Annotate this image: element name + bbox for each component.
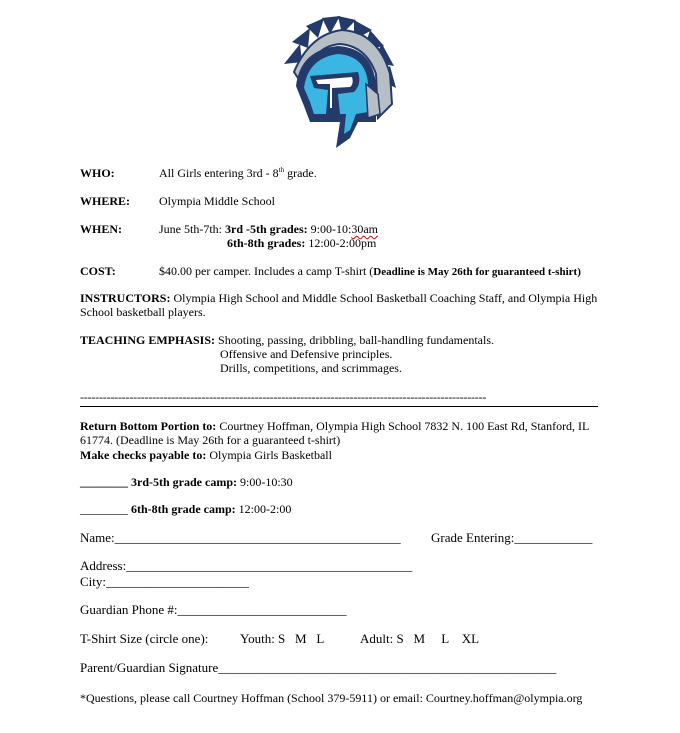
camp-option-2[interactable]	[80, 502, 291, 517]
address-field[interactable]: Address:____________________________________________	[80, 558, 413, 573]
solid-line	[80, 406, 598, 407]
cost-deadline: Deadline is May 26th for guaranteed t-shirt	[373, 266, 578, 278]
teaching-item-2: Offensive and Defensive principles.	[220, 347, 393, 361]
cost-label: COST:	[80, 264, 116, 278]
teaching-item-1: Shooting, passing, dribbling, ball-handling fundamentals.	[215, 333, 495, 347]
who-value-post: grade.	[284, 166, 317, 180]
when-time-1b: 30am	[351, 222, 379, 236]
when-grade-2: 6th-8th grades:	[227, 236, 306, 250]
camp-2-time: 12:00-2:00	[235, 502, 292, 516]
instructors-paragraph	[80, 291, 600, 319]
when-grade-1: 3rd -5th grades:	[225, 222, 308, 236]
signature-field[interactable]: Parent/Guardian Signature____________________________________________________	[80, 660, 557, 675]
grade-entering-field[interactable]: Grade Entering:____________	[431, 530, 593, 545]
return-value: Courtney Hoffman, Olympia High School 7832 N. 100 East Rd, Stanford, IL 61774. (Deadline is May 26th for a guaranteed t-shirt)	[80, 419, 589, 447]
camp-2-blank[interactable]: ________	[80, 502, 128, 516]
when-time-1a: 9:00-10:	[307, 222, 352, 236]
teaching-label: TEACHING EMPHASIS:	[80, 333, 216, 347]
checks-value: Olympia Girls Basketball	[206, 448, 332, 462]
when-label: WHEN:	[80, 222, 122, 236]
when-time-2: 12:00-2:00pm	[305, 236, 377, 250]
city-field[interactable]: City:______________________	[80, 574, 250, 589]
name-field[interactable]: Name:____________________________________________	[80, 530, 401, 545]
dashed-line: -----------------------------------------------------------------------------------------------------------	[80, 390, 487, 404]
who-label: WHO:	[80, 166, 115, 180]
tshirt-size-label: T-Shirt Size (circle one):	[80, 631, 209, 646]
cut-line-divider	[80, 390, 598, 407]
teaching-item-3: Drills, competitions, and scrimmages.	[220, 361, 402, 375]
youth-sizes[interactable]: Youth: S M L	[240, 631, 325, 646]
cost-close: )	[577, 266, 581, 278]
spartan-logo	[280, 14, 398, 148]
when-line-2	[227, 236, 376, 251]
checks-label: Make checks payable to:	[80, 448, 207, 462]
instructors-label: INSTRUCTORS:	[80, 291, 171, 305]
camp-2-label: 6th-8th grade camp:	[128, 502, 236, 516]
who-value-text: All Girls entering 3rd - 8	[159, 166, 279, 180]
adult-sizes[interactable]: Adult: S M L XL	[360, 631, 480, 646]
instructors-value: Olympia High School and Middle School Basketball Coaching Staff, and Olympia High School basketball players.	[80, 291, 598, 319]
camp-1-label: 3rd-5th grade camp:	[128, 475, 237, 489]
return-paragraph	[80, 419, 600, 447]
where-value: Olympia Middle School	[159, 194, 275, 208]
camp-option-1[interactable]	[80, 475, 293, 490]
footer-questions: *Questions, please call Courtney Hoffman (School 379-5911) or email: Courtney.hoffman@olympia.org	[80, 691, 583, 705]
guardian-phone-field[interactable]: Guardian Phone #:__________________________	[80, 602, 347, 617]
teaching-line-1	[80, 333, 494, 348]
who-value	[159, 166, 317, 181]
when-line-1	[159, 222, 378, 237]
camp-1-time: 9:00-10:30	[236, 475, 293, 489]
where-label: WHERE:	[80, 194, 131, 208]
camp-1-blank[interactable]: ________	[80, 475, 128, 489]
checks-line	[80, 448, 332, 463]
cost-value	[159, 264, 581, 279]
return-label: Return Bottom Portion to:	[80, 419, 217, 433]
who-value-sup: th	[278, 166, 285, 174]
when-dates: June 5th-7th:	[159, 222, 225, 236]
cost-text: $40.00 per camper. Includes a camp T-shirt (	[159, 264, 374, 278]
